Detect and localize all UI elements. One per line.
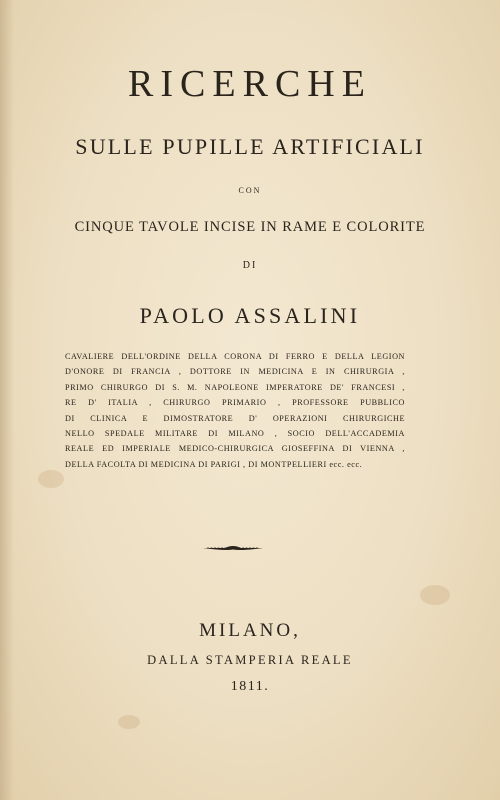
credentials-line: PRIMO CHIRURGO DI S. M. NAPOLEONE IMPERATORE DE' FRANCESI , <box>65 382 405 392</box>
credentials-line: D'ONORE DI FRANCIA , DOTTORE IN MEDICINA E IN CHIRURGIA , <box>65 367 405 377</box>
foxing-stain <box>118 715 140 729</box>
ornamental-rule <box>203 543 263 553</box>
credentials-line: NELLO SPEDALE MILITARE DI MILANO , SOCIO DELL'ACCADEMIA <box>65 429 405 439</box>
author-name: PAOLO ASSALINI <box>139 303 361 328</box>
imprint-year: 1811. <box>230 679 270 694</box>
plates-description: CINQUE TAVOLE INCISE IN RAME E COLORITE <box>74 219 426 235</box>
book-title: RICERCHE <box>128 63 372 105</box>
foxing-stain <box>420 585 450 605</box>
by-line: DI <box>242 260 258 271</box>
credentials-line: CAVALIERE DELL'ORDINE DELLA CORONA DI FERRO E DELLA LEGION <box>65 352 405 361</box>
imprint-city: MILANO, <box>199 620 301 641</box>
credentials-line: REALE ED IMPERIALE MEDICO-CHIRURGICA GIOSEFFINA DI VIENNA , <box>65 444 405 454</box>
author-credentials <box>65 349 405 472</box>
foxing-stain <box>38 470 64 488</box>
credentials-line: DELLA FACOLTA DI MEDICINA DI PARIGI , DI MONTPELLIERI ecc. ecc. <box>65 459 363 469</box>
conjunction-con: CON <box>238 186 262 195</box>
credentials-line: RE D' ITALIA , CHIRURGO PRIMARIO , PROFESSORE PUBBLICO <box>65 398 405 408</box>
book-subtitle: SULLE PUPILLE ARTIFICIALI <box>75 134 425 159</box>
credentials-line: DI CLINICA E DIMOSTRATORE D' OPERAZIONI CHIRURGICHE <box>65 413 405 423</box>
imprint-printer: DALLA STAMPERIA REALE <box>147 653 353 667</box>
